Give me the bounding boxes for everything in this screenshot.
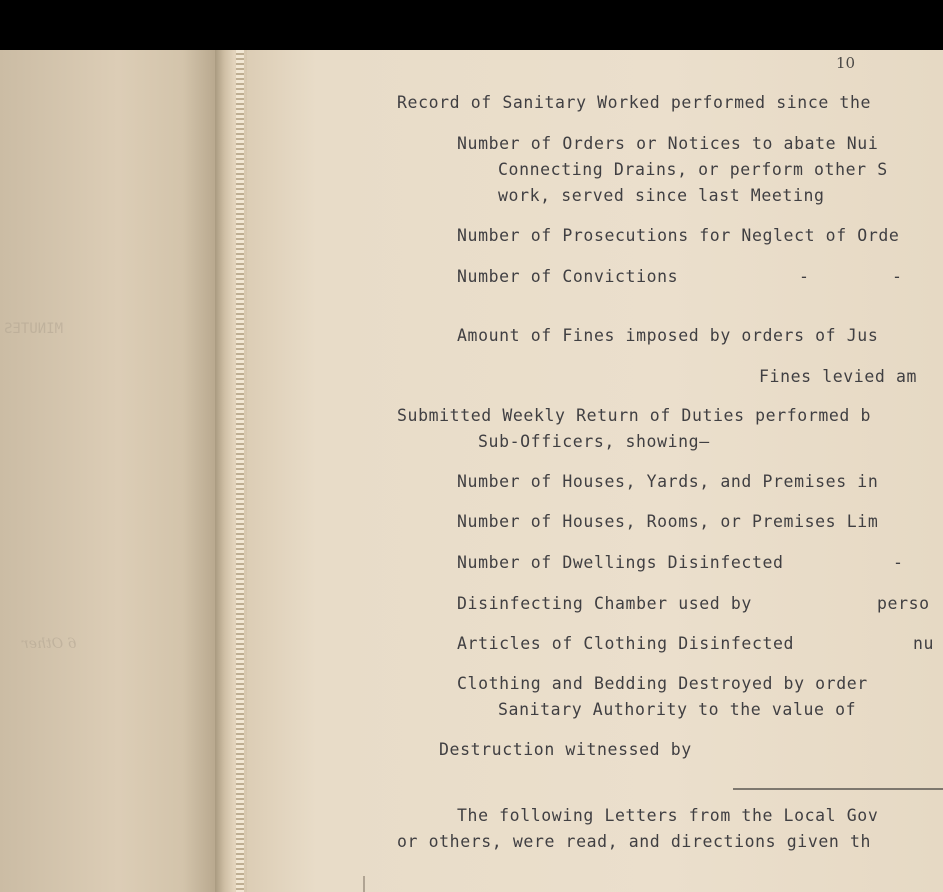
convictions-line: Number of Convictions bbox=[457, 267, 679, 286]
orders-notices-line-1: Number of Orders or Notices to abate Nui bbox=[457, 134, 879, 153]
orders-notices-line-3: work, served since last Meeting bbox=[498, 186, 825, 205]
destruction-witnessed-line: Destruction witnessed by bbox=[439, 740, 692, 759]
binding-stitching bbox=[236, 50, 244, 892]
page-number: 10 bbox=[836, 54, 856, 72]
clothing-destroyed-line-1: Clothing and Bedding Destroyed by order bbox=[457, 674, 868, 693]
houses-yards-line: Number of Houses, Yards, and Premises in bbox=[457, 472, 879, 491]
disinfecting-chamber-line: Disinfecting Chamber used by bbox=[457, 594, 752, 613]
clothing-destroyed-line-2: Sanitary Authority to the value of bbox=[498, 700, 857, 719]
bleed-through-note: 6 Other bbox=[22, 636, 77, 652]
signature-rule bbox=[733, 788, 943, 790]
clothing-disinfected-line: Articles of Clothing Disinfected bbox=[457, 634, 795, 653]
disinfecting-chamber-persons: perso bbox=[877, 594, 930, 613]
letters-line-1: The following Letters from the Local Gov bbox=[457, 806, 879, 825]
convictions-dash-1: - bbox=[799, 267, 810, 286]
orders-notices-line-2: Connecting Drains, or perform other S bbox=[498, 160, 888, 179]
margin-tick bbox=[363, 876, 365, 892]
letters-line-2: or others, were read, and directions given th bbox=[397, 832, 872, 851]
fines-imposed-line: Amount of Fines imposed by orders of Jus bbox=[457, 326, 879, 345]
dwellings-dash: - bbox=[893, 553, 904, 572]
left-page bbox=[0, 50, 215, 892]
houses-rooms-line: Number of Houses, Rooms, or Premises Lim bbox=[457, 512, 879, 531]
record-heading: Record of Sanitary Worked performed since the bbox=[397, 93, 872, 112]
fines-levied-line: Fines levied am bbox=[759, 367, 918, 386]
scan-top-border bbox=[0, 0, 943, 50]
clothing-disinfected-number: nu bbox=[913, 634, 935, 653]
bleed-through-heading: MINUTES bbox=[4, 321, 64, 337]
convictions-dash-2: - bbox=[892, 267, 903, 286]
weekly-return-line-1: Submitted Weekly Return of Duties performed b bbox=[397, 406, 872, 425]
weekly-return-line-2: Sub-Officers, showing— bbox=[478, 432, 710, 451]
dwellings-disinfected-line: Number of Dwellings Disinfected bbox=[457, 553, 784, 572]
prosecutions-line: Number of Prosecutions for Neglect of Orde bbox=[457, 226, 900, 245]
right-page bbox=[247, 50, 943, 892]
